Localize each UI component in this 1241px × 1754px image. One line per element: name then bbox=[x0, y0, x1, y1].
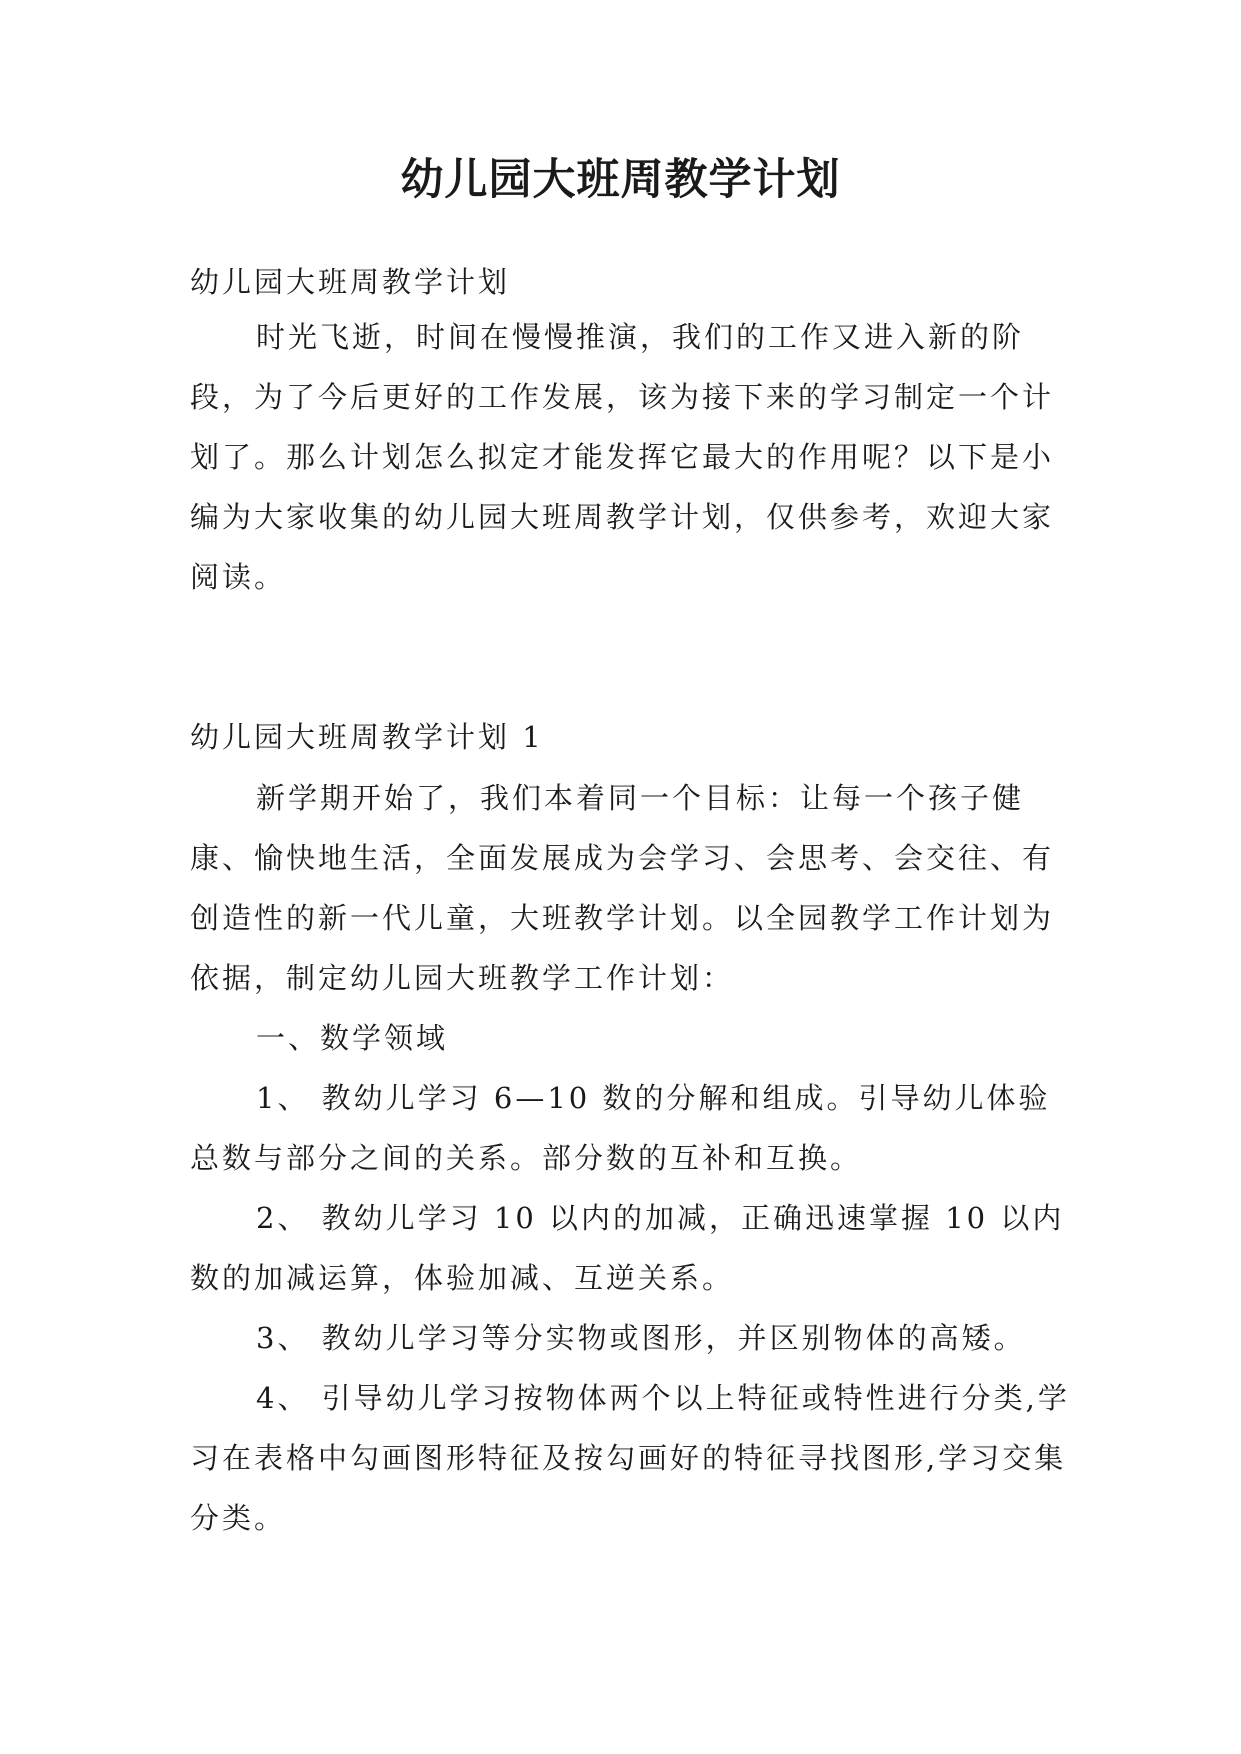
list-item-3: 3、 教幼儿学习等分实物或图形，并区别物体的高矮。 bbox=[256, 1321, 1026, 1355]
section-heading: 幼儿园大班周教学计划 1 bbox=[190, 720, 544, 754]
domain-heading: 一、数学领域 bbox=[256, 1021, 449, 1055]
section-paragraph: 新学期开始了，我们本着同一个目标：让每一个孩子健康、愉快地生活，全面发展成为会学习、会思考、会交往、有创造性的新一代儿童，大班教学计划。以全园教学工作计划为依据，制定幼儿园大班教学工作计划： bbox=[190, 781, 1055, 995]
document-subtitle: 幼儿园大班周教学计划 bbox=[190, 265, 511, 299]
list-item-1: 1、 教幼儿学习 6—10 数的分解和组成。引导幼儿体验总数与部分之间的关系。部分数的互补和互换。 bbox=[190, 1081, 1051, 1175]
list-item-2: 2、 教幼儿学习 10 以内的加减，正确迅速掌握 10 以内数的加减运算，体验加减、互逆关系。 bbox=[190, 1201, 1065, 1295]
list-item-4: 4、 引导幼儿学习按物体两个以上特征或特性进行分类,学习在表格中勾画图形特征及按勾画好的特征寻找图形,学习交集分类。 bbox=[190, 1381, 1070, 1535]
document-title: 幼儿园大班周教学计划 bbox=[400, 155, 841, 205]
intro-paragraph: 时光飞逝，时间在慢慢推演，我们的工作又进入新的阶段，为了今后更好的工作发展，该为接下来的学习制定一个计划了。那么计划怎么拟定才能发挥它最大的作用呢？以下是小编为大家收集的幼儿园大班周教学计划，仅供参考，欢迎大家阅读。 bbox=[190, 320, 1055, 594]
